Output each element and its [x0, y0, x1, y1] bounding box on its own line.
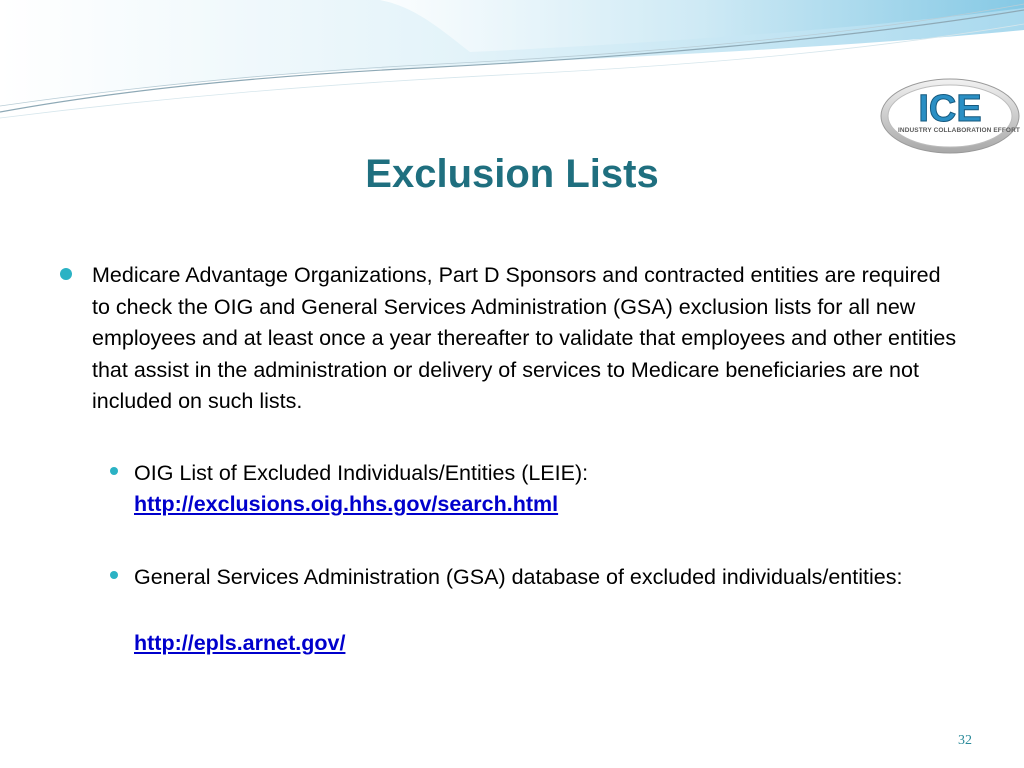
- bullet-icon: [110, 467, 118, 475]
- header-swoosh-decoration: [0, 0, 1024, 130]
- sub-bullet-oig-text: OIG List of Excluded Individuals/Entities (LEIE):: [134, 461, 589, 485]
- logo-wordmark: ICE: [918, 88, 982, 130]
- sub-bullet-gsa-text: General Services Administration (GSA) database of excluded individuals/entities:: [134, 565, 903, 589]
- slide-title: Exclusion Lists: [365, 152, 659, 196]
- main-bullet-text: Medicare Advantage Organizations, Part D Sponsors and contracted entities are required to check the OIG and General Services Administration (GSA) exclusion lists for all new employees and at least once a year thereafter to validate that employees and other entities that assist in the administration or delivery of services to Medicare beneficiaries are not included on such lists.: [92, 263, 957, 413]
- bullet-icon: [60, 268, 72, 280]
- ice-logo: [878, 76, 1022, 156]
- bullet-icon: [110, 571, 118, 579]
- oig-exclusions-link[interactable]: http://exclusions.oig.hhs.gov/search.html: [134, 492, 559, 516]
- logo-tagline: INDUSTRY COLLABORATION EFFORT: [898, 127, 1020, 134]
- page-number: 32: [958, 733, 972, 748]
- gsa-epls-link[interactable]: http://epls.arnet.gov/: [134, 631, 346, 655]
